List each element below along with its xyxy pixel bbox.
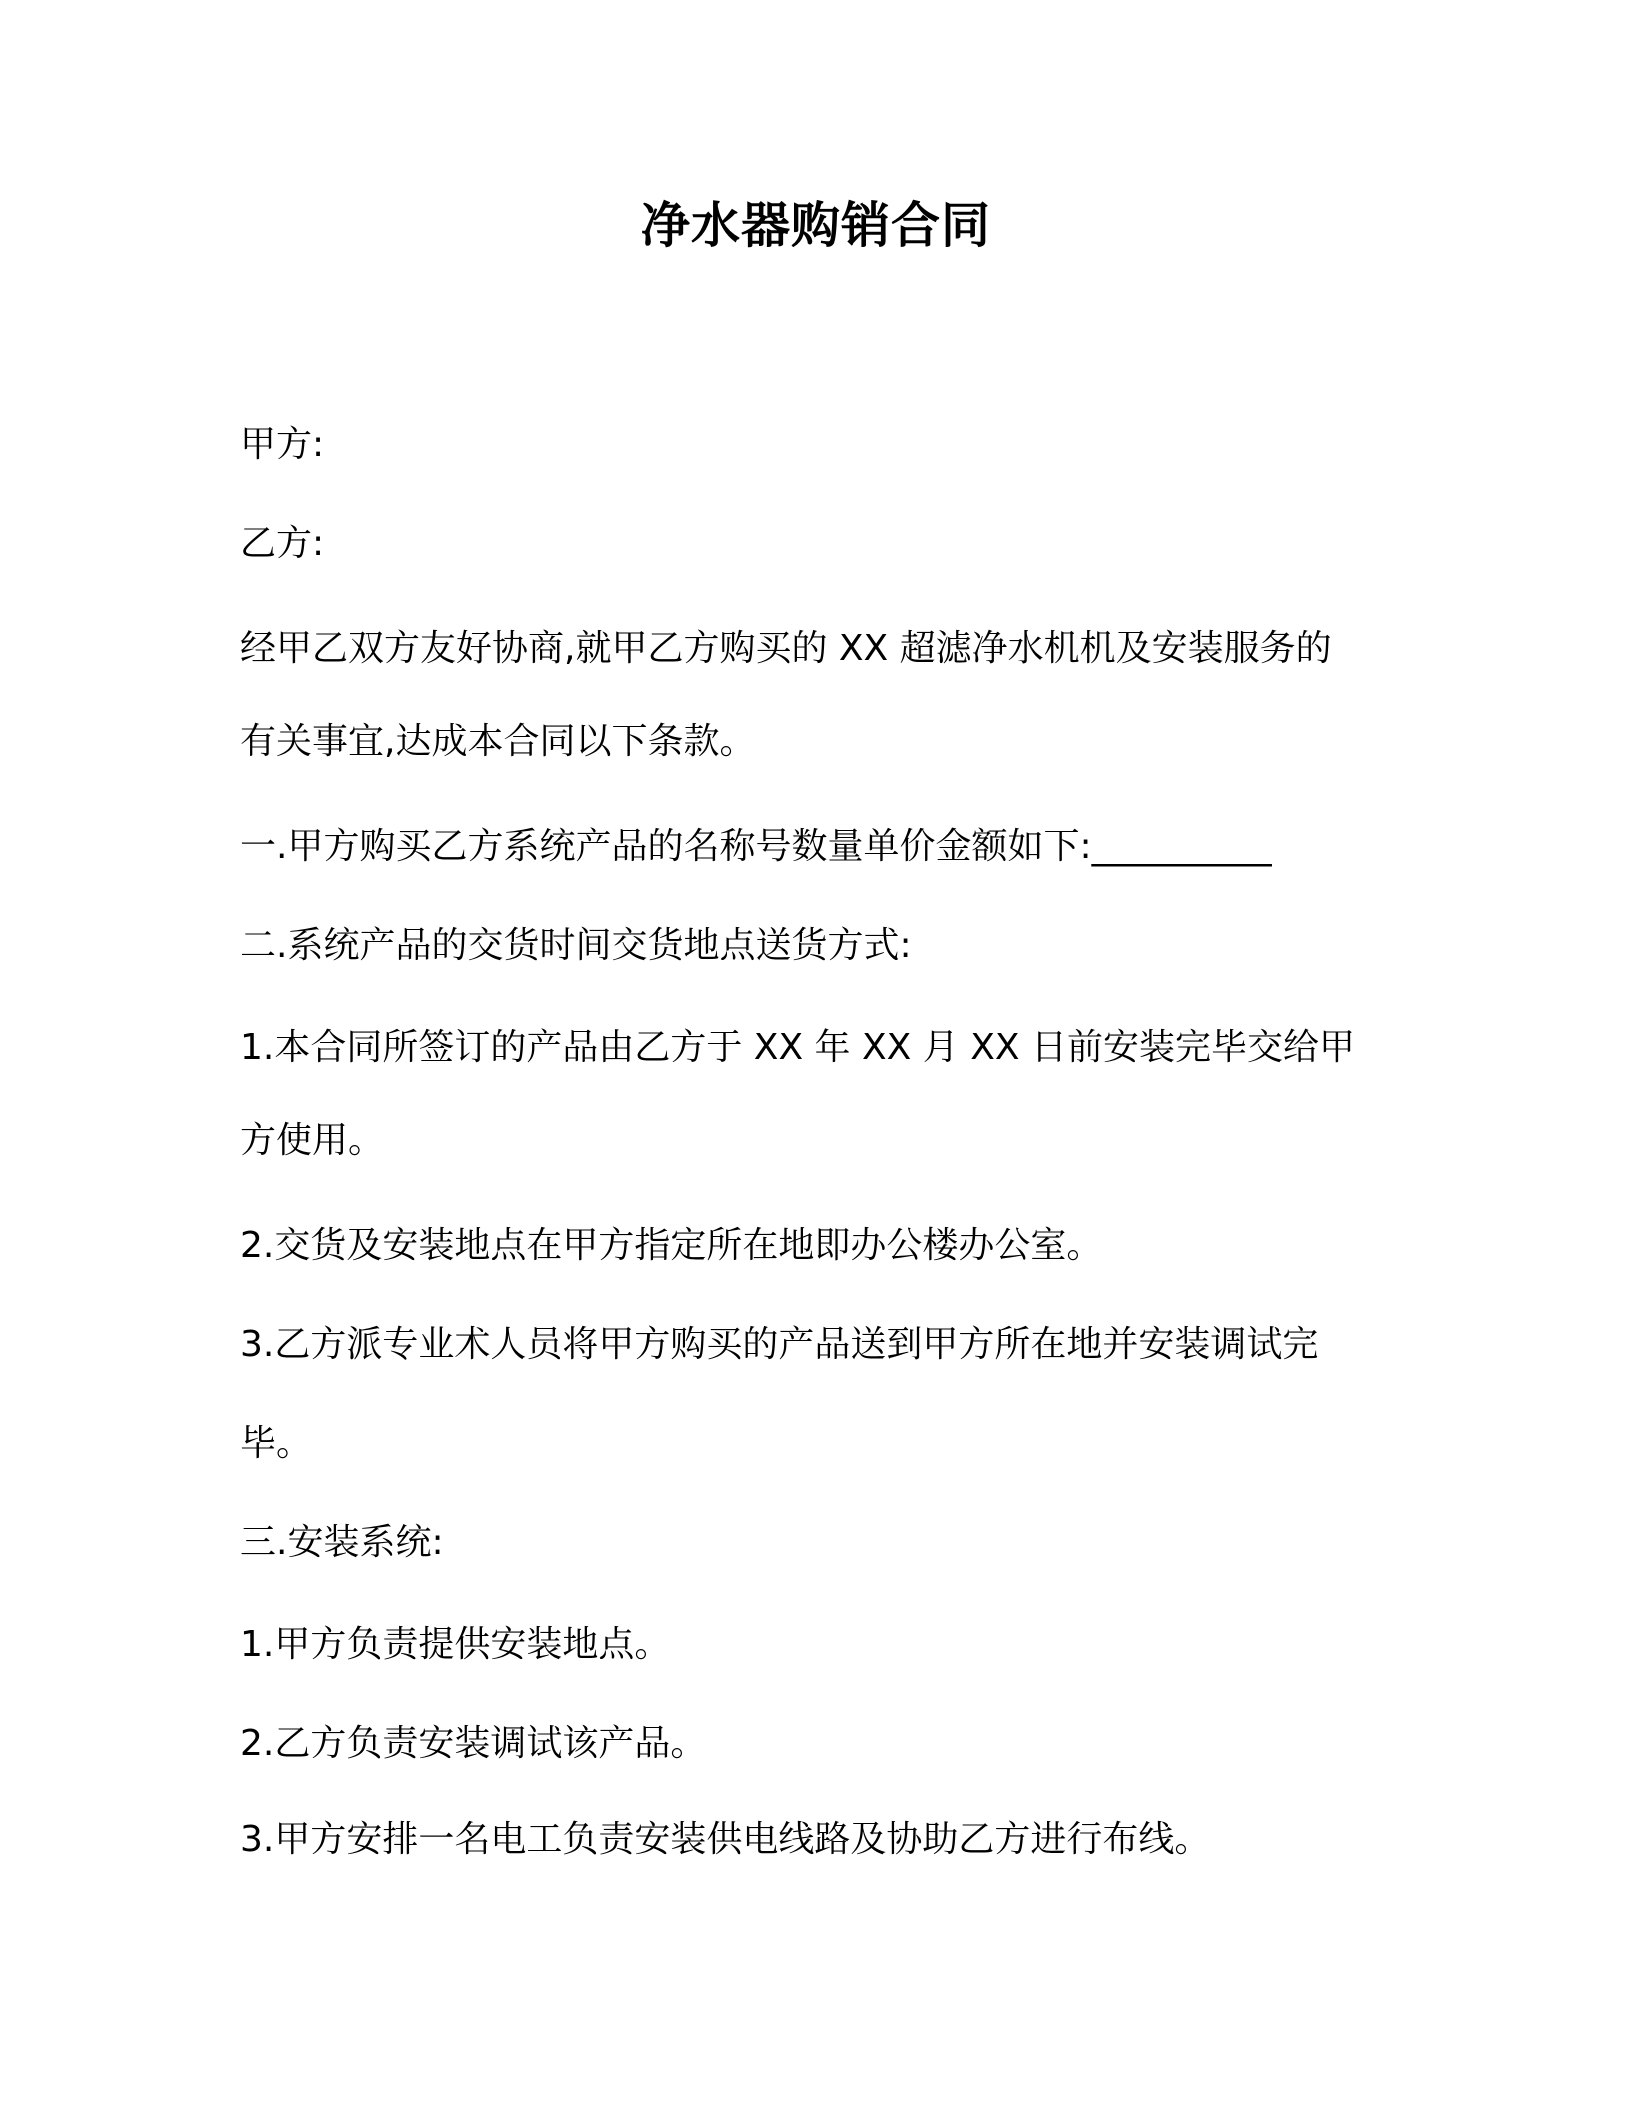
- clause-line: 1.本合同所签订的产品由乙方于 XX 年 XX 月 XX 日前安装完毕交给甲: [240, 1027, 1355, 1068]
- clause-line: 方使用。: [240, 1120, 385, 1161]
- section-heading-3: 三.安装系统:: [240, 1522, 444, 1563]
- section-heading-2: 二.系统产品的交货时间交货地点送货方式:: [240, 925, 912, 966]
- party-a-line: 甲方:: [240, 424, 325, 465]
- section-heading-1: 一.甲方购买乙方系统产品的名称号数量单价金额如下:__________: [240, 826, 1272, 867]
- document-title: 净水器购销合同: [640, 197, 991, 254]
- clause-line: 3.甲方安排一名电工负责安装供电线路及协助乙方进行布线。: [240, 1819, 1211, 1860]
- clause-line: 3.乙方派专业术人员将甲方购买的产品送到甲方所在地并安装调试完: [240, 1324, 1319, 1365]
- party-b-line: 乙方:: [240, 523, 325, 564]
- paragraph-line: 有关事宜,达成本合同以下条款。: [240, 721, 756, 762]
- clause-line: 2.交货及安装地点在甲方指定所在地即办公楼办公室。: [240, 1225, 1103, 1266]
- clause-line: 1.甲方负责提供安装地点。: [240, 1624, 671, 1665]
- clause-line: 毕。: [240, 1423, 313, 1464]
- paragraph-line: 经甲乙双方友好协商,就甲乙方购买的 XX 超滤净水机机及安装服务的: [240, 628, 1332, 669]
- clause-line: 2.乙方负责安装调试该产品。: [240, 1723, 707, 1764]
